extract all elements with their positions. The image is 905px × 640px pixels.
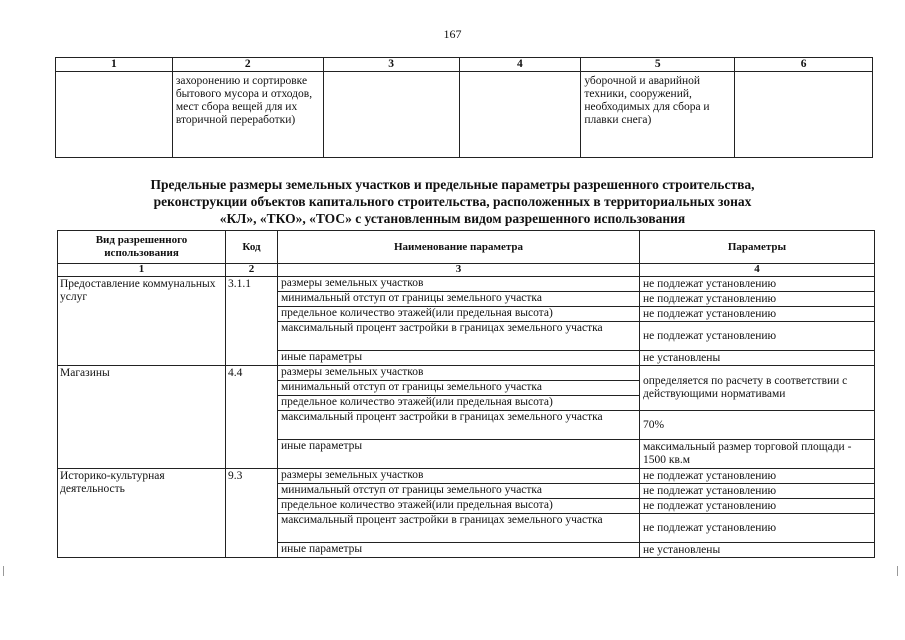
column-number: 4	[459, 58, 581, 72]
scan-margin-mark	[3, 566, 7, 576]
scan-margin-mark	[897, 566, 901, 576]
column-numbers-row	[58, 264, 875, 277]
title-line: Предельные размеры земельных участков и предельные параметры разрешенного строительства,	[150, 177, 755, 192]
param-name-cell: предельное количество этажей(или предельная высота)	[278, 499, 640, 514]
section-title	[0, 176, 905, 227]
param-name-cell: минимальный отступ от границы земельного участка	[278, 381, 640, 396]
use-type-cell: Историко-культурная деятельность	[58, 469, 226, 558]
param-name-cell: максимальный процент застройки в границах земельного участка	[278, 322, 640, 351]
table-cell: уборочной и аварийной техники, сооружений, необходимых для сбора и плавки снега)	[581, 72, 735, 158]
parameters-table	[57, 230, 875, 558]
param-name-cell: предельное количество этажей(или предельная высота)	[278, 396, 640, 411]
param-value-cell: не установлены	[640, 543, 875, 558]
use-type-cell: Предоставление коммунальных услуг	[58, 277, 226, 366]
param-value-cell: не подлежат установлению	[640, 292, 875, 307]
param-value-cell: не подлежат установлению	[640, 277, 875, 292]
table-row	[58, 469, 875, 484]
param-value-cell: не установлены	[640, 351, 875, 366]
page-number: 167	[443, 27, 462, 41]
table-cell	[459, 72, 581, 158]
column-number: 6	[735, 58, 873, 72]
table-row	[58, 277, 875, 292]
param-name-cell: иные параметры	[278, 543, 640, 558]
param-value-cell: не подлежат установлению	[640, 322, 875, 351]
param-name-cell: минимальный отступ от границы земельного участка	[278, 484, 640, 499]
column-number: 4	[640, 264, 875, 277]
code-cell: 3.1.1	[226, 277, 278, 366]
param-value-cell: не подлежат установлению	[640, 469, 875, 484]
use-type-cell: Магазины	[58, 366, 226, 469]
title-line: реконструкции объектов капитального строительства, расположенных в территориальных зонах	[153, 194, 752, 209]
param-name-cell: минимальный отступ от границы земельного участка	[278, 292, 640, 307]
table-row	[58, 366, 875, 381]
param-value-cell: определяется по расчету в соответствии с действующими нормативами	[640, 366, 875, 411]
header-param-name: Наименование параметра	[278, 231, 640, 264]
param-value-cell: не подлежат установлению	[640, 499, 875, 514]
column-number: 2	[226, 264, 278, 277]
param-name-cell: максимальный процент застройки в границах земельного участка	[278, 411, 640, 440]
param-name-cell: размеры земельных участков	[278, 277, 640, 292]
code-cell: 9.3	[226, 469, 278, 558]
param-name-cell: размеры земельных участков	[278, 469, 640, 484]
table-cell	[56, 72, 173, 158]
table-cell	[735, 72, 873, 158]
header-params: Параметры	[640, 231, 875, 264]
code-cell: 4.4	[226, 366, 278, 469]
column-number: 1	[56, 58, 173, 72]
param-value-cell: не подлежат установлению	[640, 484, 875, 499]
table-cell: захоронению и сортировке бытового мусора и отходов, мест сбора вещей для их вторичной переработки)	[172, 72, 323, 158]
column-number: 3	[323, 58, 459, 72]
header-use: Вид разрешенного использования	[58, 231, 226, 264]
param-name-cell: максимальный процент застройки в границах земельного участка	[278, 514, 640, 543]
table-cell	[323, 72, 459, 158]
column-number: 3	[278, 264, 640, 277]
title-line: «КЛ», «ТКО», «ТОС» с установленным видом разрешенного использования	[219, 211, 686, 226]
param-value-cell: максимальный размер торговой площади - 1500 кв.м	[640, 440, 875, 469]
param-name-cell: предельное количество этажей(или предельная высота)	[278, 307, 640, 322]
param-value-cell: не подлежат установлению	[640, 514, 875, 543]
column-number: 5	[581, 58, 735, 72]
column-number: 1	[58, 264, 226, 277]
header-code: Код	[226, 231, 278, 264]
continued-table	[55, 57, 873, 158]
param-name-cell: иные параметры	[278, 440, 640, 469]
table-header-row	[56, 58, 873, 72]
table-header-row	[58, 231, 875, 264]
param-name-cell: размеры земельных участков	[278, 366, 640, 381]
param-value-cell: не подлежат установлению	[640, 307, 875, 322]
column-number: 2	[172, 58, 323, 72]
param-value-cell: 70%	[640, 411, 875, 440]
param-name-cell: иные параметры	[278, 351, 640, 366]
table-row	[56, 72, 873, 158]
